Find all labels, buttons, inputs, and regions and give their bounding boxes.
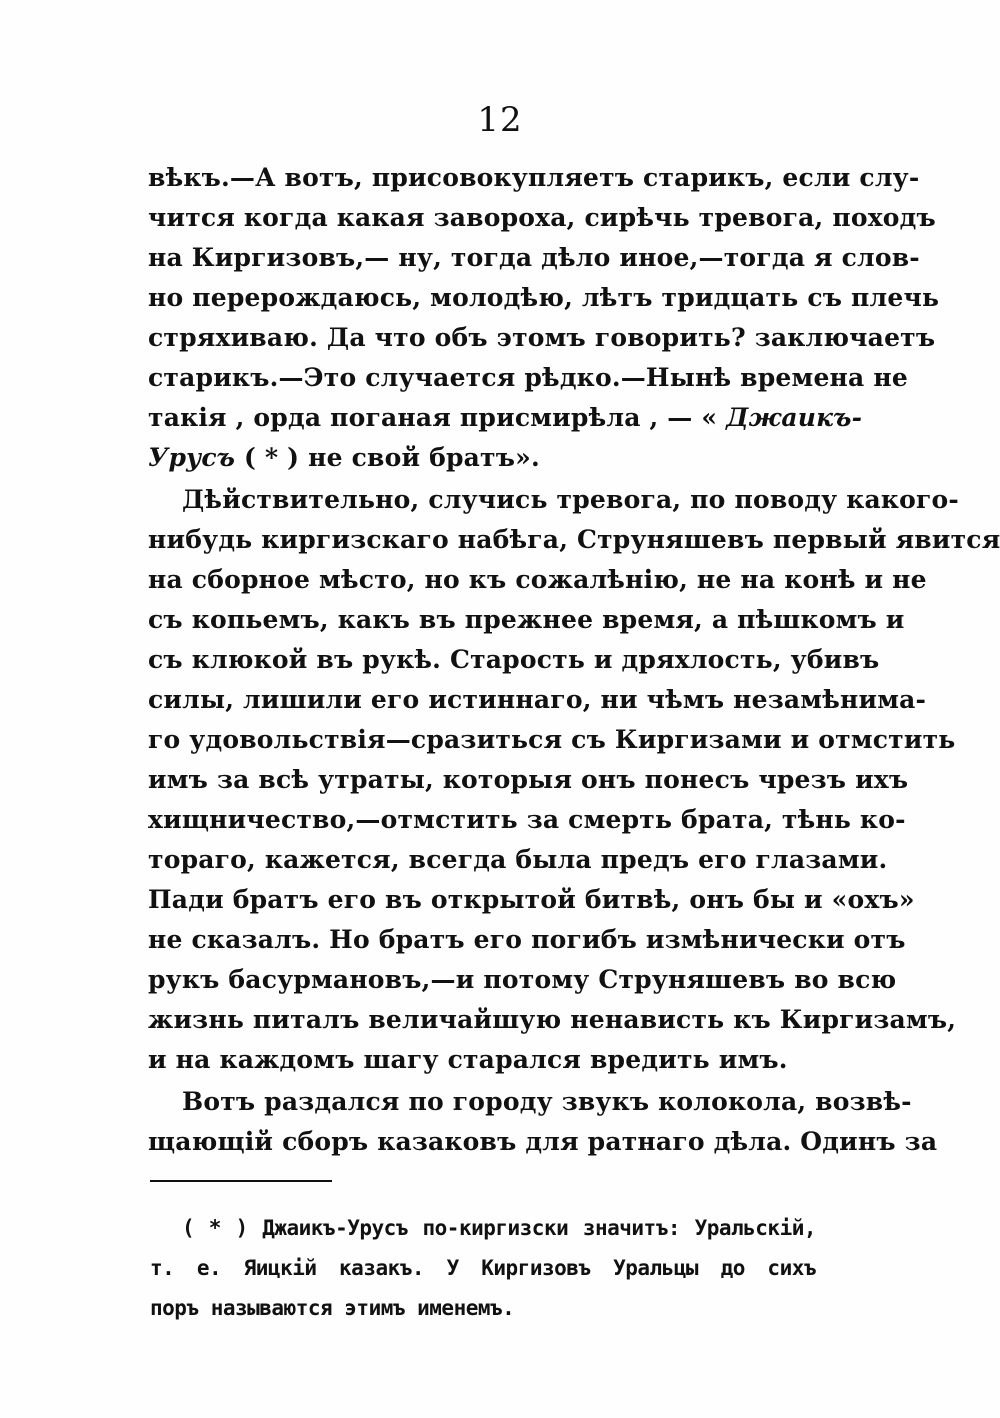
text-line: на Киргизовъ,— ну, тогда дѣло иное,—тогда я слов- xyxy=(148,243,920,272)
text-line: съ копьемъ, какъ въ прежнее время, а пѣшкомъ и xyxy=(148,605,905,634)
text-line: но перерождаюсь, молодѣю, лѣтъ тридцать съ плечь xyxy=(148,283,940,312)
text-line: Пади братъ его въ открытой битвѣ, онъ бы и «охъ» xyxy=(148,885,915,914)
page-number: 12 xyxy=(477,100,523,140)
footnote-line: т. е. Яицкій казакъ. У Киргизовъ Уральцы до сихъ xyxy=(150,1256,816,1280)
text-line: Дѣйствительно, случись тревога, по поводу какого- xyxy=(182,485,959,514)
text-line: нибудь киргизскаго набѣга, Струняшевъ первый явится xyxy=(148,525,1000,554)
text-line: имъ за всѣ утраты, которыя онъ понесъ чрезъ ихъ xyxy=(148,765,909,794)
text-line: съ клюкой въ рукѣ. Старость и дряхлость, убивъ xyxy=(148,645,880,674)
text-line: вѣкъ.—А вотъ, присовокупляетъ старикъ, если слу- xyxy=(148,163,920,192)
text-line: го удовольствія—сразиться съ Киргизами и отмстить xyxy=(148,725,956,754)
italic-term: Джаикъ- xyxy=(726,403,863,432)
text-line: старикъ.—Это случается рѣдко.—Нынѣ времена не xyxy=(148,363,908,392)
text-line: Вотъ раздался по городу звукъ колокола, возвѣ- xyxy=(182,1087,912,1116)
text-line: стряхиваю. Да что объ этомъ говорить? заключаетъ xyxy=(148,323,936,352)
text-line-with-italic xyxy=(148,438,818,478)
footnote-line: ( * ) Джаикъ-Урусъ по-киргизски значитъ: Уральскій, xyxy=(182,1216,816,1240)
footnote-line: поръ называются этимъ именемъ. xyxy=(150,1296,515,1320)
footnote-divider xyxy=(150,1180,332,1182)
text-line-with-italic xyxy=(148,398,863,438)
text-line: силы, лишили его истиннаго, ни чѣмъ незамѣнима- xyxy=(148,685,927,714)
text-line: хищничество,—отмстить за смерть брата, тѣнь ко- xyxy=(148,805,906,834)
text-line: чится когда какая завороха, сирѣчь тревога, походъ xyxy=(148,203,936,232)
text-segment: ( * ) не свой братъ». xyxy=(235,443,540,472)
text-line: жизнь питалъ величайшую ненависть къ Киргизамъ, xyxy=(148,1005,957,1034)
text-line: и на каждомъ шагу старался вредить имъ. xyxy=(148,1045,788,1074)
italic-term: Урусъ xyxy=(148,443,236,472)
footnote xyxy=(150,1208,816,1328)
text-line: щающій сборъ казаковъ для ратнаго дѣла. Одинъ за xyxy=(148,1127,938,1156)
text-line: не сказалъ. Но братъ его погибъ измѣнически отъ xyxy=(148,925,906,954)
text-line: тораго, кажется, всегда была предъ его глазами. xyxy=(148,845,888,874)
text-line: на сборное мѣсто, но къ сожалѣнію, не на конѣ и не xyxy=(148,565,927,594)
text-segment: такія , орда поганая присмирѣла , — « xyxy=(148,403,718,432)
text-line: рукъ басурмановъ,—и потому Струняшевъ во всю xyxy=(148,965,897,994)
main-text xyxy=(148,158,1000,1162)
